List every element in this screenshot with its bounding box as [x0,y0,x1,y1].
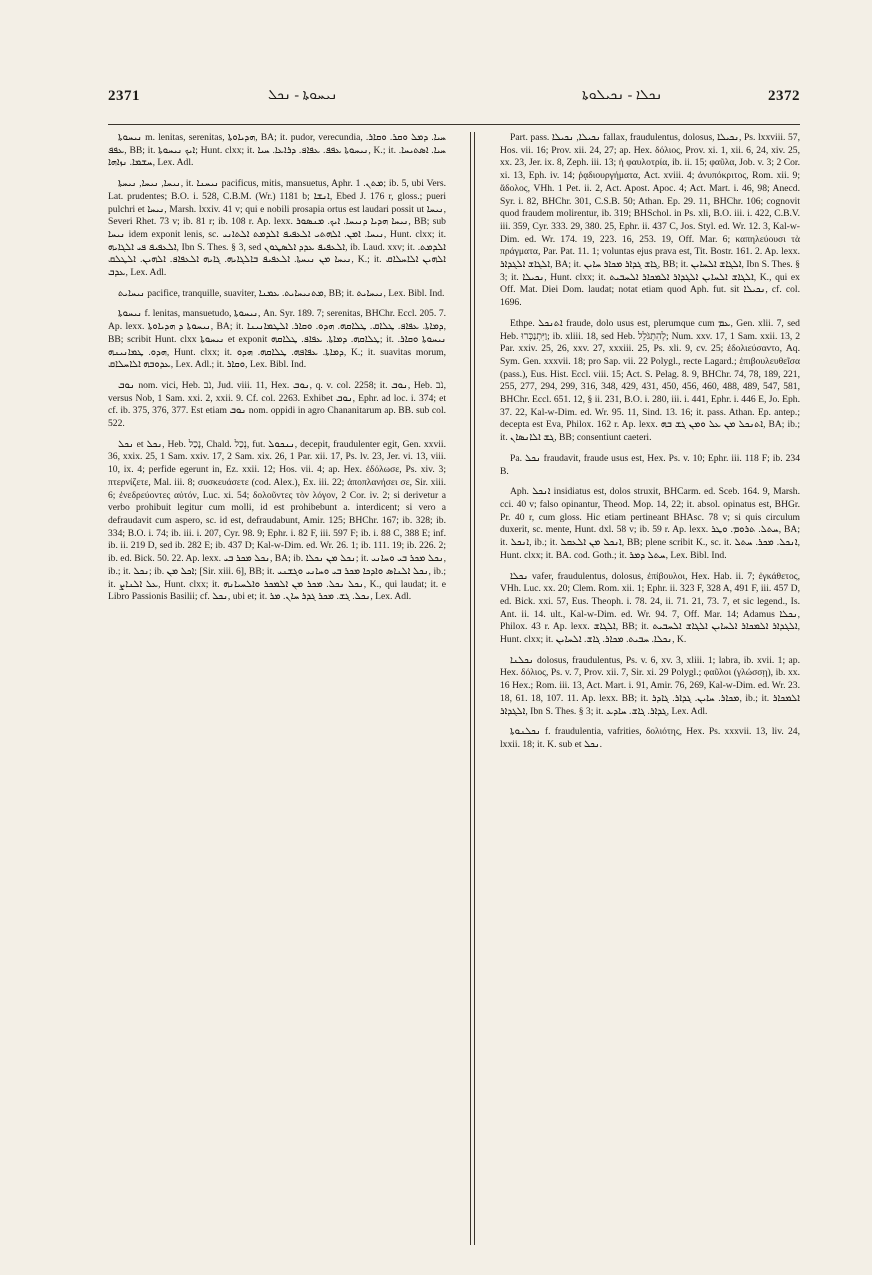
dictionary-entry: Pa. ܢܟܠ fraudavit, fraude usus est, Hex. Ps. v. 10; Ephr. iii. 118 F; ib. 234 B. [500,452,800,477]
dictionary-entry: ܢܟܠܢܐ dolosus, fraudulentus, Ps. v. 6, xv. 3, xliii. 1; labra, ib. xvii. 1; ap. Hex. δόλιος, Ps. v. 7, Prov. xii. 7, Sir. xi. 29 Polygl.; φαῦλοι (γλώσσῃ), ib. xx. 16 Hex.; Rom. iii. 13, Act. Mart. i. 91, Amir. 76, 269, Kal-w-Dim. ed. Wr. 23. 18, 61. 18, 107. 11. Ap. lexx. BB; it. ܡܟܐܪ. ܚܐܝܢ. ܓܕܐܪ. ܓܐܕܪ, ib.; it. ܐܠܡܟܐܪ ܐܠܓܕܐܪ, Ibn S. Thes. § 3; it. ܓܕܐܪ. ܓܐܫ. ܚܐܕܥ, Lex. Adl. [500,654,800,717]
dictionary-entry: Ethpe. ܐܬܢܟܠ fraude, dolo usus est, plerumque cum ܥܡ, Gen. xlii. 7, sed Heb. וַיִּתְנַכְּרוּ; ib. xliii. 18, sed Heb. לְהִתְגֹּלֵל; Num. xxv. 17, 1 Sam. xxii. 13, 2 Par. xxiv. 25, 26, xxv. 27, xxxiii. 25, Ps. xli. 9, cv. 25; ἐδολιεύσαντο, Aq. Sym. Gen. xxxvii. 18; pro Sap. vii. 22 Polygl., recte Lagard.; ἐπιβουλευθεῖσα (pass.), Eus. Hist. Eccl. viii. 15; Act. S. Pelag. 8. 9, BHChr. 74, 78, 189, 221, 255, 277, 294, 299, 316, 348, 429, 431, 450, 456, 460, 488, 489, 547, 581, BHChr. Eccl. 651. 12, § ii. 231, B.O. i. 280, iii. i. 441, Ephr. i. 446 E, Jo. Eph. 37. 22, Kal-w-Dim. ed. Wr. 95. 11, Sind. 13. 16; it. pass. Athan. Ep. antep.; decepta est Eva, Philox. 162 r. Ap. lexx. ܐܬܢܟܠ ܡܢ ܥܠ ܘܡܢ ܓܫ ܒܗ, BA; ib.; it. ܓܫ ܐܠܐܢܣܐܢ, BB; consentiunt caeteri. [500,317,800,444]
dictionary-entry: ܢܝܚܐ, ܢܝܚܐ, ܢܝܚܬܐ, it. ܢܝܚܢܐ pacificus, mitis, mansuetus, Aphr. ܡܬܢ. 1; ib. 5, ubi Vers. Lat. prudentes; B.O. i. 528, C.B.M. (Wr.) 1181 b; ܐܢܫܐ, Ebed J. 176 r, gloss.; pueri pulchri et ܢܝܚܐ, Marsh. lxxiv. 41 v; qui e nobili prosapia ortus est laudari possit ut ܢܝܚܐ, Severi Rhet. 73 v; ib. 81 r; ib. 108 r. Ap. lexx. ܢܝܚܐ ܗܕܝܐ ܕܢܝܚܐ. ܐܝܟ. ܡܢܣܘܪ, BB; sub ܢܝܚܐ idem exponit lenis, sc. ܢܝܚܐ. ܐܡܢ. ܐܠܗܬܝ ܐܠܥܦܝܦ ܐܠܕܡܬ ܐܠܬܐܢܝ, Hunt. clxx; it. ܐܠܥܦܝܦ ܦܝ ܐܠܓܐܝܗ, Ibn S. Thes. § 3, sed ܐܠܥܦܝܦ ܥܕܕ ܐܠܣܛܘܢ, ib. Laud. xxv; it. ܐܠܕܡܬ. ܢܝܚܐ ܡܢ ܢܝܚܬܐ. ܐܠܥܦܝܦ ܒܐܠܓܐܝܗ. ܓܐܝܗ ܐܠܥܦܐܦ. ܐܠܗܝܢ. ܐܠܛܠܩ, K.; it. ܐܠܗܝܢ ܐܠܐܚܠܐܩ ܥܕܒ, Lex. Adl. [108,178,446,279]
dictionary-entry: ܢܝܚܘܬܐ m. lenitas, serenitas, ܗܕܝܐܘܬܐ, BA; it. pudor, verecundia, ܚܝܐ. ܕܡܠ ܘܩܪ. ܘܩܐܪ. ܥܦܦ, BB; it. ܐܝܟ ܢܝܚܘܬܐ; Hunt. clxx; it. ܢܝܚܘܬܐ ܥܦܦ. ܥܦܐܦ. ܕܪܐܥܐ. ܚܝܐ, K.; it. ܚܝܐ. ܐܣܬܝܚܐ. ܚܫܡܐ. ܢܙܐܗܐ, Lex. Adl. [108,132,446,169]
dictionary-entry: ܢܟܠ et ܢܟܠ, Heb. נָכַל, Chald. נְכַל, fut. ܢܢܟܘܠ, decepit, fraudulenter egit, Gen. xxvii. 36, xxix. 25, 1 Sam. xxiv. 17, 2 Sam. xix. 26, 1 Par. xii. 17, Ps. lv. 23, Jer. vi. 13, viii. 10, ix. 4; perfide egerunt in, Ez. xxii. 12; Hos. vii. 4; ap. Hex. ἐδόλωσε, Ps. xiv. 3; πτερνίζετε, Mal. iii. 8; συσκευάσετε (cod. Alex.), Ex. iii. 22; ἀποπλανήσει σε, Sir. xiii. 6; ἐνεδρεύοντες αὐτόν, Luc. xi. 54; δολοῦντες τὸν λόγον, 2 Cor. iv. 2; si derivetur a verbo prohibuit legitur cum molli, id est prohibebunt a. interdicent; si vero a defraudavit cum aspero, sc. id est, defraudabunt, Amir. 125; BHChr. 167; ib. 328; ib. 334; B.O. i. 74; ib. iii. i. 207, Cyr. 98. 9; Ephr. i. 82 F, iii. 597 F; ib. i. 88 C, 388 E; inf. ib. ii. 219 D, sed ib. 282 E; ib. 437 D; Kal-w-Dim. ed. Wr. 26. 1; ib. 111. 19; ib. 226. 2; ib. ed. Bick. 50. 22. Ap. lexx. ܢܟܠ ܡܟܪ ܒܝ, BA; ib. ܢܟܠ ܡܢ ܢܟܠܐ; it. ܢܟܠ ܡܟܪ ܒܝ ܘܚܐܢܝ, ib.; it. ܢܟܠ; ib. ܐܟܠ ܡܢ; [Sir. xiii. 6], BB; it. ܢܟܠ ܐܠܢܐܣ ܘܐܕܟܐ ܡܟܪ ܒܝ ܘܚܐܢܝ ܘܓܫܢܝ, ib.; it. ܥܠ ܐܠܢܐܨ, Hunt. clxx; it. ܢܟܠ ܢܟܠ. ܡܟܪ ܡܢ ܐܠܡܟܪ ܘܐܠܚܝܐܢܗ, K., qui laudat; it. e Libro Passionis Basilii; cf. ܢܟܠ, ubi et; it. ܢܟܠ. ܓܫ. ܡܟܪ ܓܕܪ ܚܐܢ. ܡܪ, Lex. Adl. [108,438,446,603]
dictionary-entry: ܢܝܚܘܬܐ f. lenitas, mansuetudo, ܢܝܚܘܬܐ, An. Syr. 189. 7; serenitas, BHChr. Eccl. 205. 7. Ap. lexx. ܢܝܚܘܬܐ ܕ ܗܕܝܐܘܬܐ, BA; it. ܕܡܐܬܐ. ܥܦܐܦ. ܛܠܐܩ. ܛܠܐܩܗ. ܗܕܘ. ܘܩܐܪ. ܐܠܛܡܐܢܝܢܐ, BB; scribit Hunt. clxx ܢܝܚܘܬܐ et exponit ܛܠܐܩܗ. ܕܡܐܬܐ. ܥܦܐܦ. ܛܠܐܩܗ; it. ܢܝܚܘܬܐ ܘܩܐܪ. ܗܕܘ. ܛܡܐܢܝܢܗ, Hunt. clxx; it. ܕܡܐܬܐ. ܥܦܐܦܗ. ܛܠܐܩܗ. ܗܕܘ, K.; it. suavitas morum, ܥܕܘܒܗ ܐܠܐܚܠܐܩ, Lex. Adl.; it. ܘܩܐܪ, Lex. Bibl. Ind. [108,308,446,371]
left-page-number: 2371 [108,88,140,104]
dictionary-entry: ܢܟܠܐ vafer, fraudulentus, dolosus, ἐπίβουλοι, Hex. Hab. ii. 7; ἐγκάθετος, VHh. Luc. xx. 20; Clem. Rom. xii. 1; Ephr. ii. 323 F, 328 A, 491 F, iii. 457 D, ed. Bick. xxi. 57, Eus. Theoph. i. 78. 24, ii. 71. 21, 73. 7, et sic legend., Is. Ant. ii. 14. ult., Kal-w-Dim. ed. Wr. 94. 7, Off. Mar. 14; Adamus ܢܟܠܐ, Philox. 43 r. Ap. lexx. ܐܠܓܐܫ, BB; it. ܐܠܓܕܐܪ ܐܠܡܟܐܪ ܐܠܚܐܝܢ ܐܠܓܐܫ ܐܠܚܒܝܬ, Hunt. clxx; it. ܢܟܠܐ. ܚܒܝܬ. ܡܟܐܪ. ܓܐܫ. ܐܠܚܐܝܢ, K. [500,570,800,646]
dictionary-entry: Aph. ܐܢܟܠ insidiatus est, dolos struxit, BHCarm. ed. Sceb. 164. 9, Marsh. cci. 40 v; falso opinantur, Theod. Mop. 14, 22; it. absol. opinatus est, BHGr. Pr. 40 r, cum gloss. Hic etiam pertineant BHAsc. 78 v; si quis circulum duxerit, sc. mente, Hunt. dxl. 58 v; ib. 59 r. Ap. lexx. ܚܬܠ. ܬܪܘܡ. ܘܛܪ, BA; it. ܐܢܟܠ, ib.; it. ܐܢܟܠ ܡܢ ܐܠܥܩܠ, BB; plene scribit K., sc. it. ܐܢܟܠ. ܡܟܪ. ܚܬܠ, Hunt. clxx; it. BA. cod. Goth.; it. ܚܬܠ ܕܡܪ, Lex. Bibl. Ind. [500,486,800,561]
left-column [108,132,446,1245]
dictionary-entry: Part. pass. ܢܟܝܠܐ, ܢܟܝܠܐ fallax, fraudulentus, dolosus, ܢܟܝܠܐ, Ps. lxxviii. 57, Hos. vii. 16; Prov. xii. 24, 27; ap. Hex. δόλιος, Prov. xi. 1, xii. 6, 24, xiv. 25, xx. 23, Jer. ix. 8, Zeph. iii. 13; ἡ φαυλοτρία, ib. ii. 15; φαῦλα, Job. v. 3; 2 Cor. xi. 13, Eph. iv. 14; ῥᾳδιουργήματα, Act. xviii. 4; ἀνυπόκριτος, Rom. xii. 9; ἄδολος, VHh. 1 Pet. ii. 2, Act. Apost. Apoc. 4; Act. Mart. i. 46, 98; Anecd. Syr. i. 82, BHChr. 301, C.S.B. 50; Athan. Ep. 29. 11, BHChr. 106; cognovit quod fraudem molirentur, ib. 319; BHSchol. in Ps. xli, B.O. iii. i. 422, C.B.V. iii. 359, Cyr. 333. 29, 380. 25, Ephr. ii. 437 C, Jos. Styl. ed. Wr. 12. 3, Kal-w-Dim. ed. Wr. 174. 19, 223. 16, 253. 19, Off. Mar. 6; καπηλεύουσι τὰ πράγματα, Par. Pat. 11. 1; voluntas ejus prava est, Tit. Bostr. 161. 2. Ap. lexx. ܐܠܓܐܫ ܐܠܓܕܐܪ, BA; it. ܓܐܫ ܓܕܐܪ ܡܟܐܪ ܚܐܝܢ, BB; it. ܐܠܓܐܫ ܐܠܚܐܝܢ, Ibn S. Thes. § 3; it. ܢܟܝܠܐ, Hunt. clxx; it. ܐܠܓܐܫ ܐܠܚܐܝܢ ܐܠܓܕܐܪ ܐܠܡܟܐܪ ܐܠܚܒܝܬ, K., qui ex Off. Mat. Diei Dom. laudat; notat etiam quod Aph. fut. sit ܢܟܝܠܐ, cf. col. 1696. [500,132,800,309]
dictionary-entry: ܢܝܚܐܝܬ pacifice, tranquille, suaviter, ܡܬܢܝܚܐܝܬ. ܥܡܢܐ, BB; it. ܢܝܚܐܝܬ, Lex. Bibl. Ind. [118,287,445,299]
left-running-head: ܢܝܚܘܬܐ - ܢܟܠ [268,88,338,103]
right-column [500,132,800,1245]
page-header [108,88,800,110]
header-rule [108,124,800,125]
right-page-number: 2372 [768,88,800,104]
right-running-head: ܢܟܠܐ - ܢܟܝܠܘܬܐ [582,88,663,103]
column-divider [470,132,471,1245]
dictionary-entry: ܢܘܒ nom. vici, Heb. נֹב, Jud. viii. 11, Hex. ܢܘܒ, q. v. col. 2258; it. ܢܘܒ, Heb. נֹב, versus Nob, 1 Sam. xxi. 2, xxii. 9. Cf. col. 2263. Exhibet ܢܘܒ, Ephr. ad loc. i. 374; et cf. ib. 375, 376, 377. Est etiam ܢܘܒ nom. oppidi in agro Chananitarum ap. BB. sub col. 522. [108,379,446,430]
dictionary-entry: ܢܟܠܢܘܬܐ f. fraudulentia, vafrities, δολιότης, Hex. Ps. xxxvii. 13, liv. 24, lxxii. 18; it. K. sub et ܢܟܠ. [500,726,800,750]
